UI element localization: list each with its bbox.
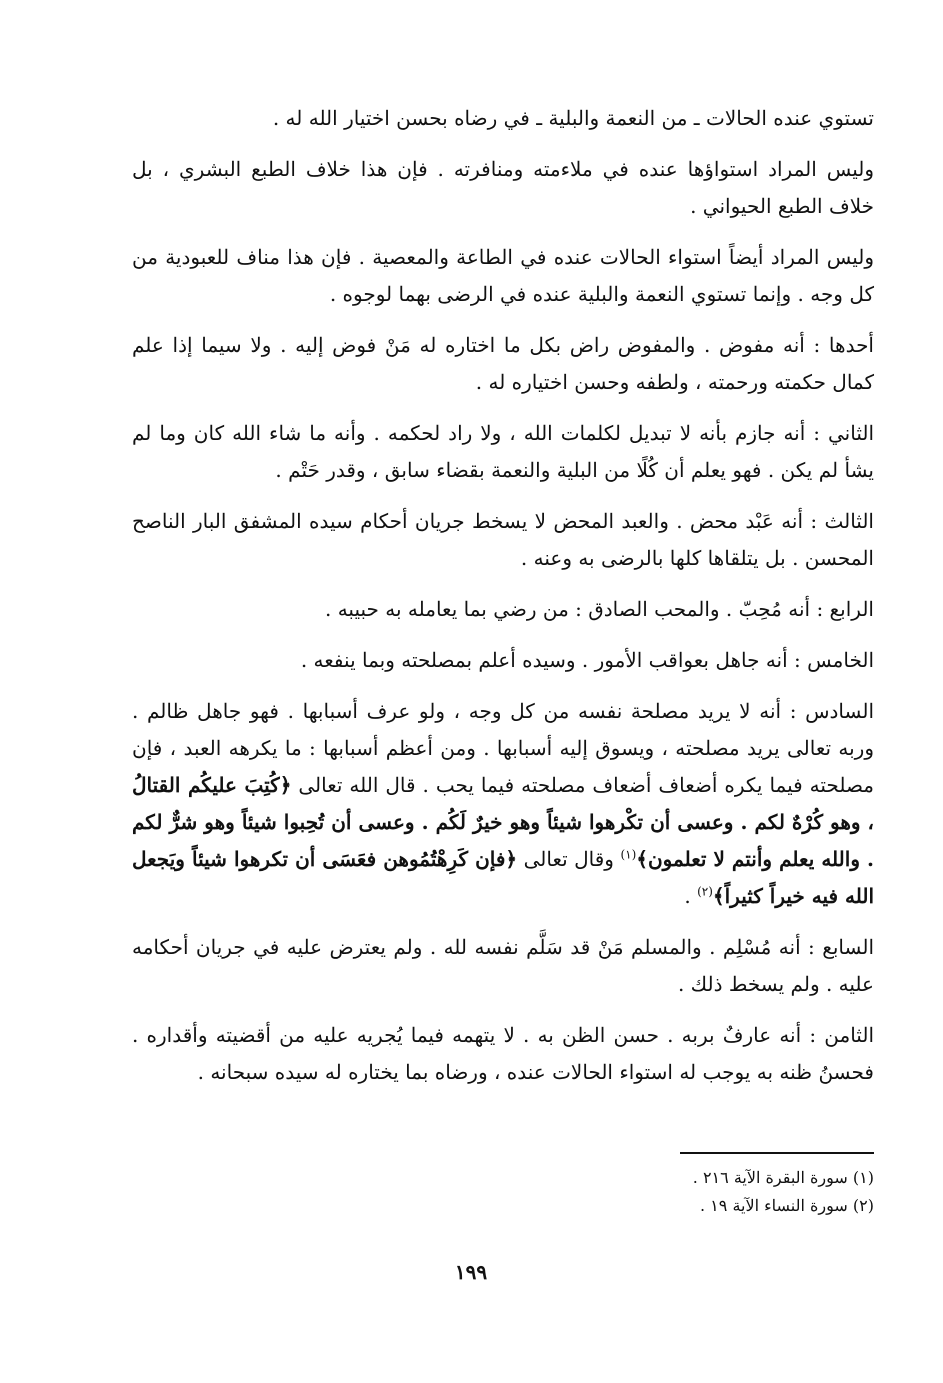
footnote-ref-2[interactable]: (٢) bbox=[697, 884, 713, 899]
main-text bbox=[132, 100, 874, 1105]
sixth-reason-intro: السادس : أنه لا يريد مصلحة نفسه من كل وجه ، ولو عرف أسبابها . فهو جاهل ظالم . وربه تعالى يريد مصلحته ، ويسوق إليه أسبابها . ومن أعظم أسبابها : ما يكرهه العبد ، فإن مصلحته فيما يكره أضعاف أضعاف مصلحته فيما يحب . قال الله تعالى bbox=[132, 699, 874, 797]
paragraph-seventh-reason: السابع : أنه مُسْلِم . والمسلم مَنْ قد سَلَّم نفسه لله . ولم يعترض عليه في جريان أحكامه عليه . ولم يسخط ذلك . bbox=[132, 935, 875, 996]
paragraph-fifth-reason: الخامس : أنه جاهل بعواقب الأمور . وسيده أعلم بمصلحته وبما ينفعه . bbox=[300, 648, 874, 672]
sixth-reason-end: . bbox=[684, 884, 698, 908]
sixth-reason-middle: وقال تعالى bbox=[517, 847, 621, 871]
footnote-1: (١) سورة البقرة الآية ٢١٦ . bbox=[692, 1168, 874, 1187]
paragraph-3: وليس المراد أيضاً استواء الحالات عنده في الطاعة والمعصية . فإن هذا مناف للعبودية من كل وجه . وإنما تستوي النعمة والبلية عنده في الرضى بهما لوجوه . bbox=[132, 245, 874, 306]
paragraph-2: وليس المراد استواؤها عنده في ملاءمته ومنافرته . فإن هذا خلاف الطبع البشري ، بل خلاف الطبع الحيواني . bbox=[132, 157, 874, 218]
paragraph-third-reason: الثالث : أنه عَبْد محض . والعبد المحض لا يسخط جريان أحكام سيده المشفق البار الناصح المحسن . بل يتلقاها كلها بالرضى به وعنه . bbox=[132, 509, 874, 570]
paragraph-first-reason: أحدها : أنه مفوض . والمفوض راض بكل ما اختاره له مَنْ فوض إليه . ولا سيما إذا علم كمال حكمته ورحمته ، ولطفه وحسن اختياره له . bbox=[132, 333, 874, 394]
quran-verse-baqarah: ﴿كُتِبَ عليكُم القتالُ ، وهو كُرْهٌ لكم . وعسى أن تكْرهوا شيئاً وهو خيرٌ لَكُم . وعسى أن تُحِبوا شيئاً وهو شرٌّ لكم . والله يعلم وأنتم لا تعلمون﴾ bbox=[132, 773, 875, 871]
paragraph-1: تستوي عنده الحالات ـ من النعمة والبلية ـ في رضاه بحسن اختيار الله له . bbox=[272, 106, 874, 130]
footnotes bbox=[600, 1164, 874, 1220]
page-number: ١٩٩ bbox=[454, 1260, 488, 1284]
paragraph-second-reason: الثاني : أنه جازم بأنه لا تبديل لكلمات الله ، ولا راد لحكمه . وأنه ما شاء الله كان وما لم يشأ لم يكن . فهو يعلم أن كُلًا من البلية والنعمة بقضاء سابق ، وقدر حَتْم . bbox=[132, 421, 874, 482]
footnote-ref-1[interactable]: (١) bbox=[620, 847, 637, 862]
paragraph-sixth-reason bbox=[132, 693, 874, 915]
footnote-2: (٢) سورة النساء الآية ١٩ . bbox=[700, 1196, 874, 1215]
quran-verse-nisa: ﴿فإن كَرِهْتُمُوهن فعَسَى أن تكرهوا شيئاً ويَجعل الله فيه خيراً كثيراً﴾ bbox=[132, 847, 874, 908]
paragraph-fourth-reason: الرابع : أنه مُحِبّ . والمحب الصادق : من رضي بما يعامله به حبيبه . bbox=[324, 597, 874, 621]
paragraph-eighth-reason: الثامن : أنه عارفٌ بربه . حسن الظن به . لا يتهمه فيما يُجريه عليه من أقضيته وأقداره . فحسنُ ظنه به يوجب له استواء الحالات عنده ، ورضاه بما يختاره له سيده سبحانه . bbox=[132, 1023, 874, 1084]
footnote-divider bbox=[680, 1152, 874, 1154]
